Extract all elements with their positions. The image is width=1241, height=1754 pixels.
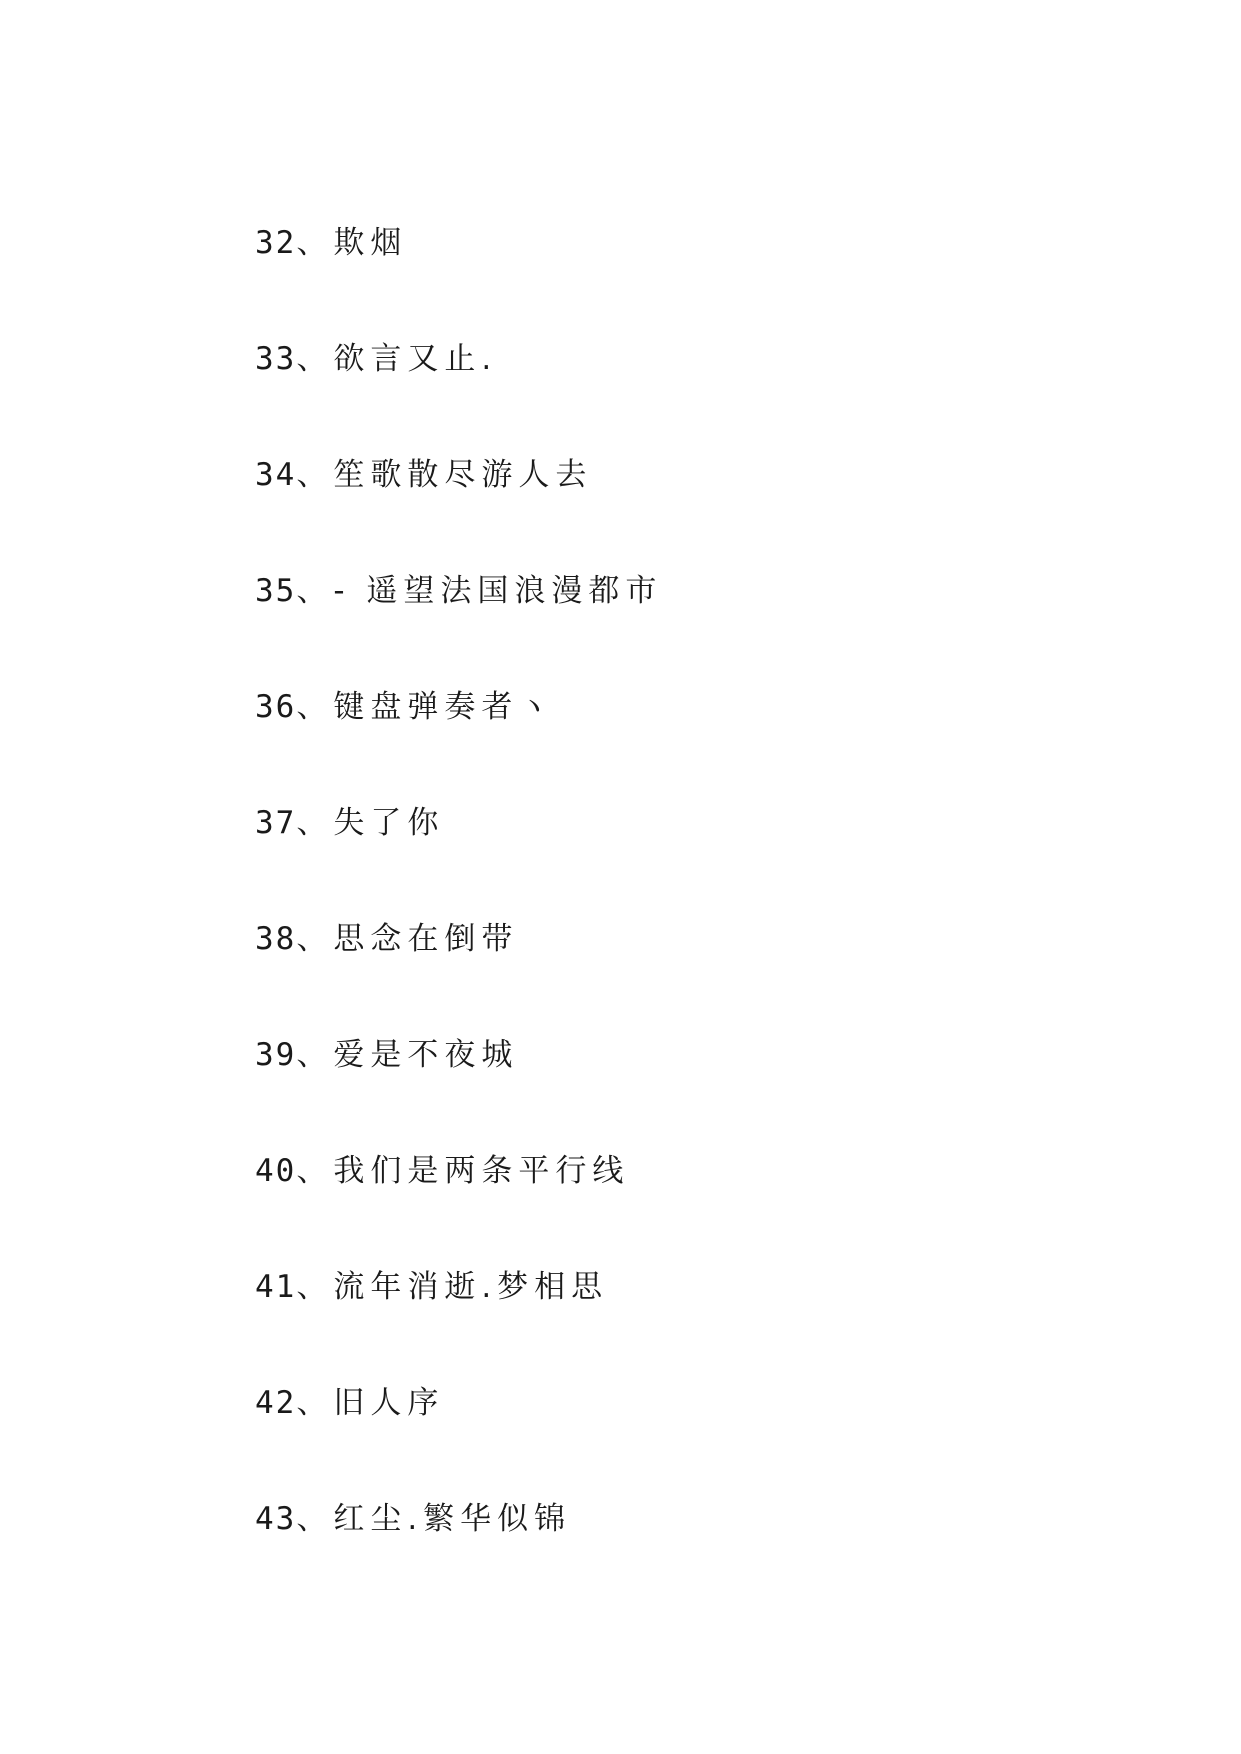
list-item — [255, 914, 518, 964]
item-number: 32 — [255, 225, 297, 261]
item-separator: 、 — [296, 573, 328, 609]
list-item — [255, 682, 555, 732]
item-separator: 、 — [296, 921, 328, 957]
item-text: 红尘.繁华似锦 — [333, 1501, 572, 1537]
item-separator: 、 — [296, 1153, 328, 1189]
item-number: 38 — [255, 921, 297, 957]
item-separator: 、 — [296, 1269, 328, 1305]
list-item — [255, 1146, 629, 1196]
item-text: 笙歌散尽游人去 — [333, 457, 593, 493]
item-separator: 、 — [296, 1385, 328, 1421]
item-number: 34 — [255, 457, 297, 493]
item-separator: 、 — [296, 689, 328, 725]
item-text: 流年消逝.梦相思 — [333, 1269, 609, 1305]
list-item — [255, 1494, 571, 1544]
list-item — [255, 1030, 518, 1080]
item-separator: 、 — [296, 225, 328, 261]
item-text: 键盘弹奏者ヽ — [333, 689, 556, 725]
item-separator: 、 — [296, 457, 328, 493]
item-number: 33 — [255, 341, 297, 377]
list-item — [255, 1262, 608, 1312]
item-number: 42 — [255, 1385, 297, 1421]
list-item — [255, 218, 407, 268]
item-text: 我们是两条平行线 — [333, 1153, 630, 1189]
item-number: 40 — [255, 1153, 297, 1189]
list-item — [255, 798, 444, 848]
item-separator: 、 — [296, 341, 328, 377]
item-number: 39 — [255, 1037, 297, 1073]
item-text: 欲言又止. — [333, 341, 498, 377]
item-number: 43 — [255, 1501, 297, 1537]
item-text: 欺烟 — [333, 225, 408, 261]
item-text: 失了你 — [333, 805, 445, 841]
item-number: 35 — [255, 573, 297, 609]
list-item — [255, 334, 497, 384]
item-text: 旧人序 — [333, 1385, 445, 1421]
list-item — [255, 1378, 444, 1428]
item-separator: 、 — [296, 805, 328, 841]
item-text: - 遥望法国浪漫都市 — [333, 573, 663, 609]
item-separator: 、 — [296, 1501, 328, 1537]
list-item — [255, 450, 592, 500]
item-text: 思念在倒带 — [333, 921, 519, 957]
item-separator: 、 — [296, 1037, 328, 1073]
item-number: 37 — [255, 805, 297, 841]
item-text: 爱是不夜城 — [333, 1037, 519, 1073]
list-item — [255, 566, 662, 616]
item-number: 41 — [255, 1269, 297, 1305]
item-number: 36 — [255, 689, 297, 725]
